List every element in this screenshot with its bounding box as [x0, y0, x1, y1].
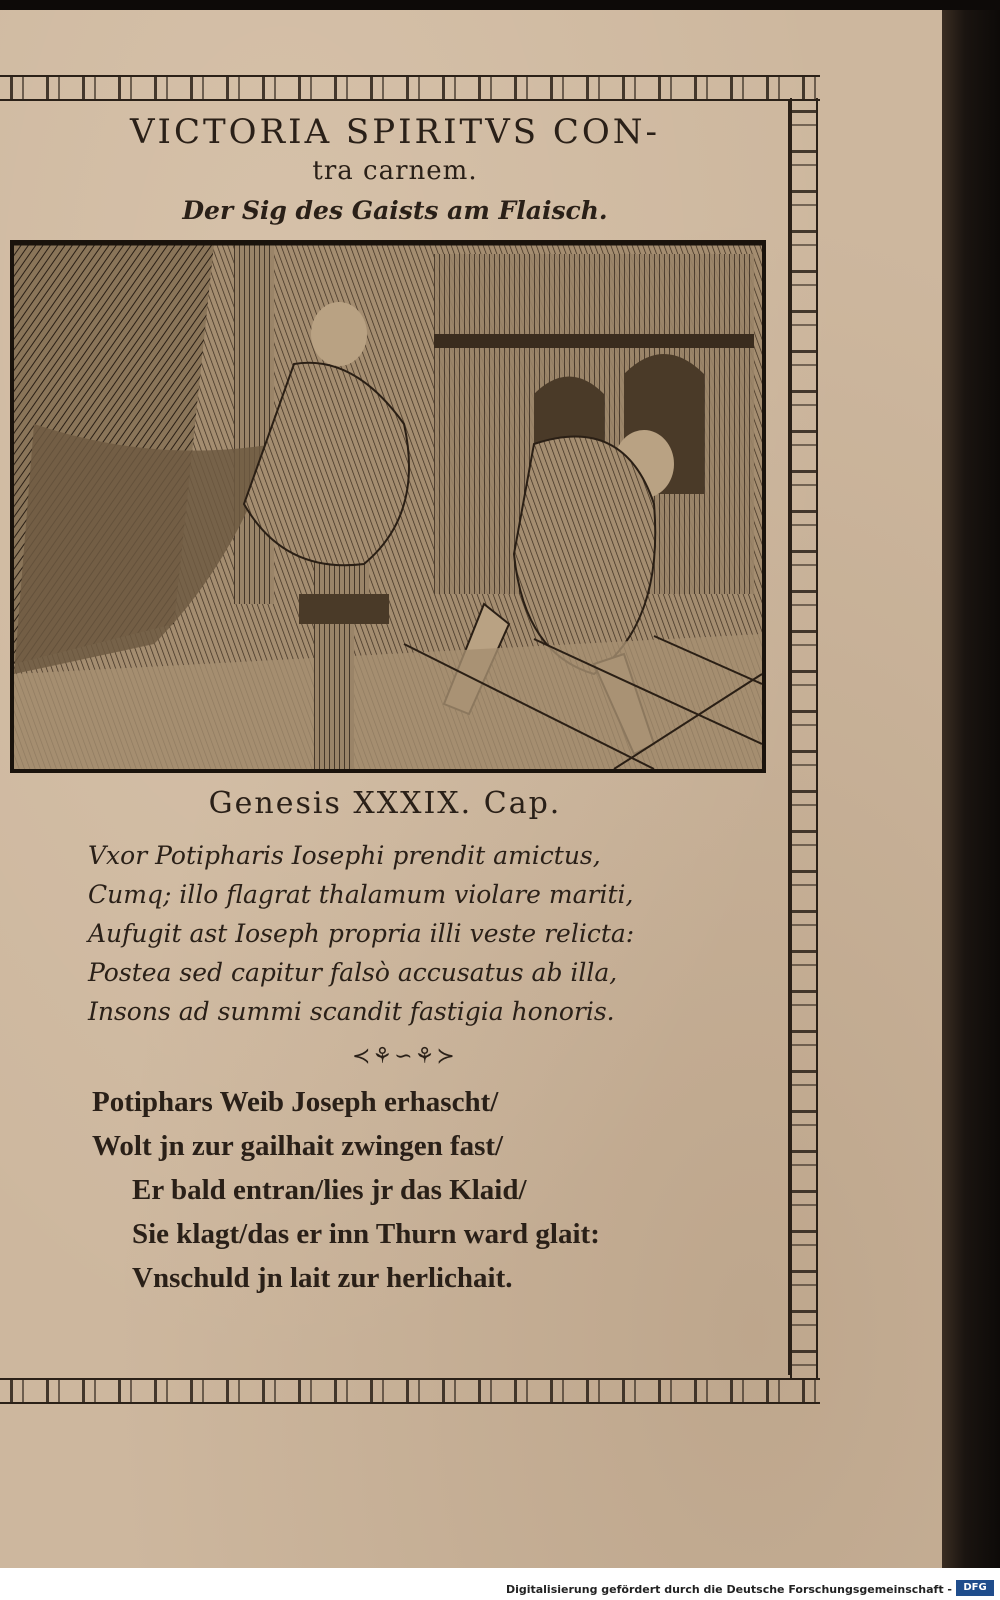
fleuron-ornament: ≺⚘∽⚘≻ — [352, 1044, 457, 1069]
german-verse-line: Vnschuld jn lait zur herlichait. — [132, 1262, 513, 1294]
dfg-logo-icon: DFG — [956, 1580, 994, 1596]
german-verses — [92, 1080, 600, 1300]
ornamental-border-top — [0, 75, 820, 101]
book-edge — [942, 10, 1000, 1568]
woodcut-image — [14, 244, 762, 769]
woodcut-illustration — [10, 240, 766, 773]
latin-verse-line: Insons ad summi scandit fastigia honoris. — [88, 997, 615, 1026]
footer-credit: Digitalisierung gefördert durch die Deutsche Forschungsgemeinschaft - — [505, 1583, 952, 1596]
german-verse-line: Potiphars Weib Joseph erhascht/ — [92, 1086, 499, 1118]
title-line-1: VICTORIA SPIRITVS CON- — [129, 112, 661, 152]
chapter-caption: Genesis XXXIX. Cap. — [208, 786, 562, 821]
title-line-3: Der Sig des Gaists am Flaisch. — [182, 196, 608, 225]
latin-verse-line: Aufugit ast Ioseph propria illi veste relicta: — [88, 919, 635, 948]
ornamental-border-bottom — [0, 1378, 820, 1404]
german-verse-line: Er bald entran/lies jr das Klaid/ — [132, 1174, 527, 1206]
title-line-2: tra carnem. — [312, 156, 478, 186]
latin-verse-line: Vxor Potipharis Iosephi prendit amictus, — [88, 841, 601, 870]
latin-verse-line: Cumq; illo flagrat thalamum violare mariti, — [88, 880, 634, 909]
latin-verse-line: Postea sed capitur falsò accusatus ab illa, — [88, 958, 618, 987]
ornamental-border-right — [790, 98, 818, 1378]
german-verse-line: Wolt jn zur gailhait zwingen fast/ — [92, 1130, 504, 1162]
latin-verses — [88, 836, 634, 1031]
german-verse-line: Sie klagt/das er inn Thurn ward glait: — [132, 1218, 600, 1250]
